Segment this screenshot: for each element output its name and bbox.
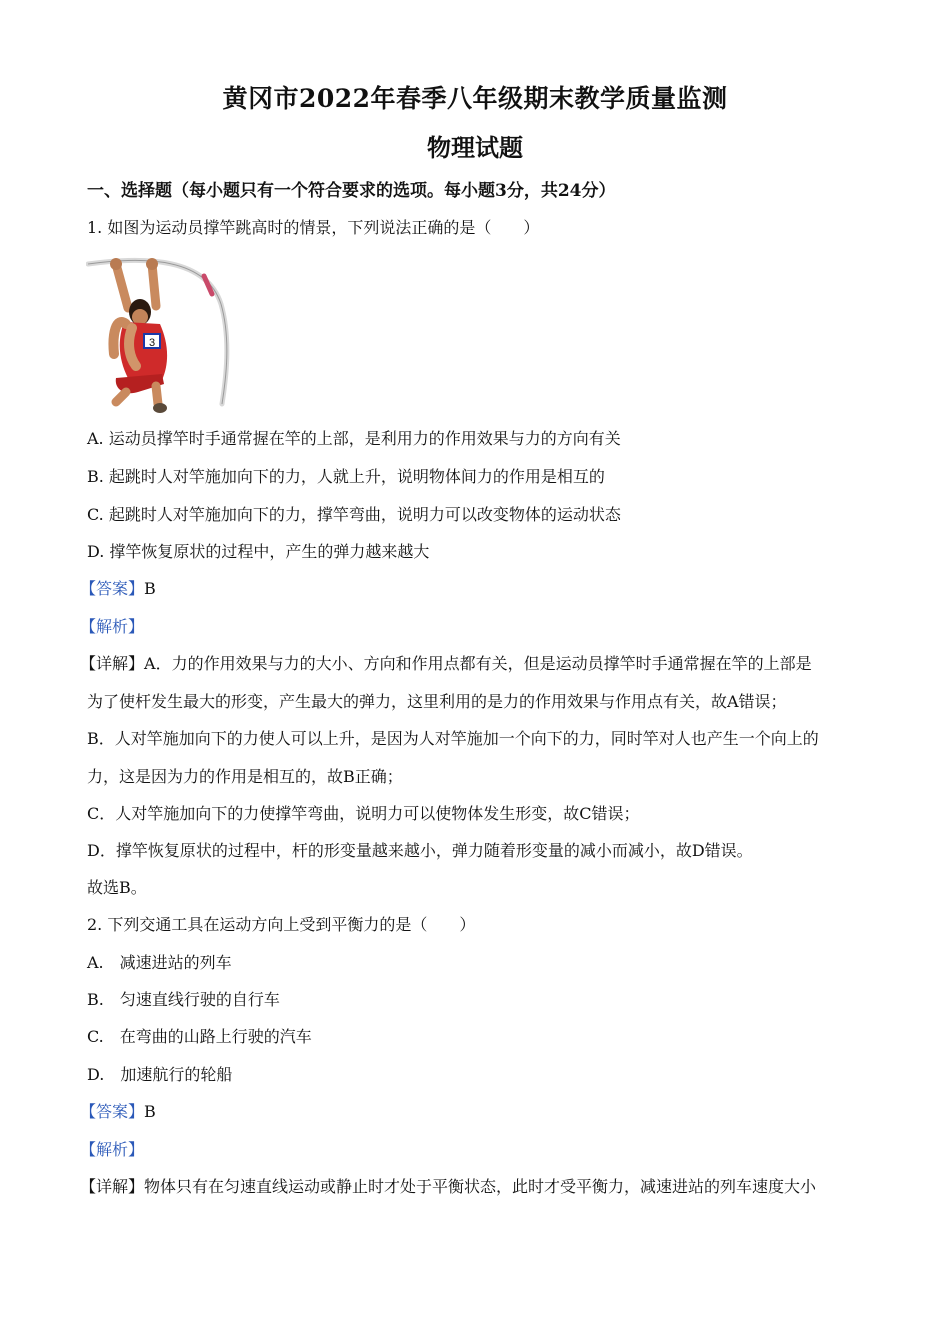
- section-heading: 一、选择题（每小题只有一个符合要求的选项。每小题3分，共24分）: [87, 181, 616, 201]
- question-1-analysis-label: 【解析】: [80, 617, 145, 636]
- question-1-detail-line-1: 【详解】A．力的作用效果与力的大小、方向和作用点都有关，但是运动员撑竿时手通常握在竿的上部是: [80, 654, 812, 673]
- answer-value: B: [144, 579, 156, 598]
- question-1-option-b: B. 起跳时人对竿施加向下的力，人就上升，说明物体间力的作用是相互的: [87, 467, 605, 486]
- pole-vault-illustration: [86, 254, 231, 416]
- question-1-detail-line-6: D．撑竿恢复原状的过程中，杆的形变量越来越小，弹力随着形变量的减小而减小，故D错误。: [87, 841, 753, 860]
- answer-label: 【答案】: [80, 579, 145, 598]
- question-1-detail-line-4: 力，这是因为力的作用是相互的，故B正确；: [87, 767, 403, 786]
- question-2-option-b: B. 匀速直线行驶的自行车: [87, 990, 280, 1009]
- answer-label: 【答案】: [80, 1102, 145, 1121]
- question-1-answer: [80, 578, 156, 600]
- question-1-detail-line-2: 为了使杆发生最大的形变，产生最大的弹力，这里利用的是力的作用效果与作用点有关，故A错误；: [87, 692, 787, 711]
- question-1-option-d: D. 撑竿恢复原状的过程中，产生的弹力越来越大: [87, 542, 430, 561]
- detail-label: 【详解】: [80, 1177, 145, 1196]
- document-subtitle: 物理试题: [427, 133, 523, 162]
- question-2-detail-line-1: 【详解】物体只有在匀速直线运动或静止时才处于平衡状态，此时才受平衡力，减速进站的列车速度大小: [80, 1177, 817, 1196]
- bib-number: 3: [149, 337, 156, 349]
- detail-label: 【详解】: [80, 654, 145, 673]
- pole-vault-figure: [86, 254, 231, 416]
- question-2-stem: 2. 下列交通工具在运动方向上受到平衡力的是（ ）: [87, 915, 476, 934]
- question-2-option-d: D. 加速航行的轮船: [87, 1065, 233, 1084]
- question-1-option-a: A. 运动员撑竿时手通常握在竿的上部，是利用力的作用效果与力的方向有关: [87, 429, 621, 448]
- question-2-answer: [80, 1101, 156, 1123]
- question-2-analysis-label: 【解析】: [80, 1140, 145, 1159]
- question-1-detail-line-3: B．人对竿施加向下的力使人可以上升，是因为人对竿施加一个向下的力，同时竿对人也产生一个向上的: [87, 729, 819, 748]
- answer-value: B: [144, 1102, 156, 1121]
- question-2-option-a: A. 减速进站的列车: [87, 953, 232, 972]
- question-1-option-c: C. 起跳时人对竿施加向下的力，撑竿弯曲，说明力可以改变物体的运动状态: [87, 505, 621, 524]
- question-2-option-c: C. 在弯曲的山路上行驶的汽车: [87, 1027, 312, 1046]
- question-1-detail-line-5: C．人对竿施加向下的力使撑竿弯曲，说明力可以使物体发生形变，故C错误；: [87, 804, 640, 823]
- question-1-stem: 1. 如图为运动员撑竿跳高时的情景，下列说法正确的是（ ）: [87, 218, 540, 237]
- document-title: 黄冈市2022年春季八年级期末教学质量监测: [222, 84, 728, 113]
- question-1-conclusion: 故选B。: [87, 878, 147, 897]
